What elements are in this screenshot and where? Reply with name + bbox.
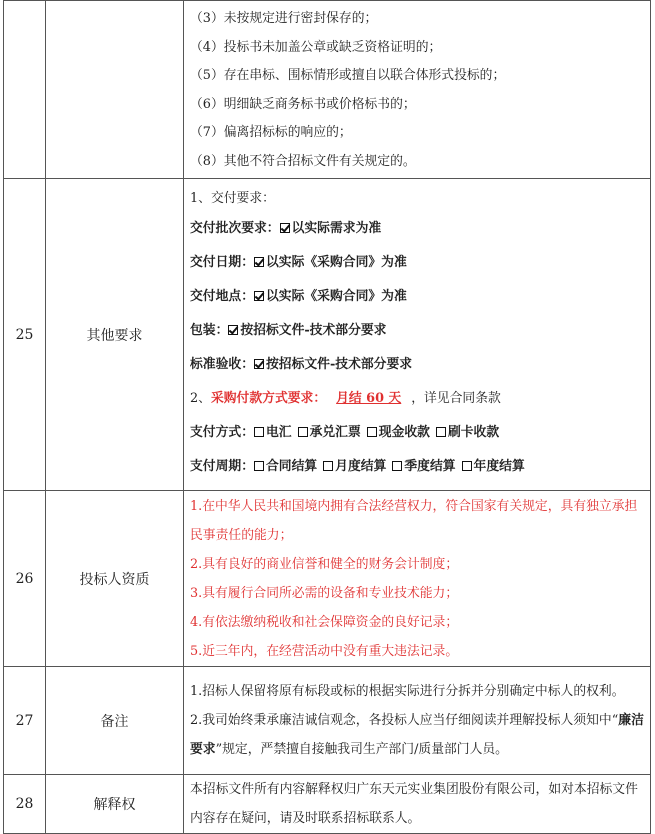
checkbox-checked-icon[interactable]	[254, 291, 264, 301]
table-row	[4, 179, 651, 491]
list-item: 3.具有履行合同所必需的设备和专业技术能力；	[190, 585, 459, 601]
acceptance: 标准验收： 按招标文件-技术部分要求	[190, 356, 413, 372]
tender-requirements-table	[3, 0, 651, 834]
checkbox-checked-icon[interactable]	[228, 325, 238, 335]
checkbox-icon[interactable]	[298, 427, 308, 437]
remark-2: 2.我司始终秉承廉洁诚信观念，各投标人应当仔细阅读并理解投标人须知中“廉洁要求”规定，严禁擅自接触我司生产部门/质量部门人员。	[190, 713, 644, 757]
bidder-qualification	[184, 491, 651, 667]
row-number: 25	[4, 179, 46, 491]
row-item: 其他要求	[46, 179, 184, 491]
checkbox-icon[interactable]	[436, 427, 446, 437]
delivery-place: 交付地点： 以实际《采购合同》为准	[190, 288, 407, 304]
row-item: 解释权	[46, 775, 184, 834]
checkbox-icon[interactable]	[367, 427, 377, 437]
pay-method: 支付方式： 电汇 承兑汇票 现金收款 刷卡收款	[190, 424, 500, 440]
payment-requirement: 2、采购付款方式要求： 月结 60 天 ，详见合同条款	[190, 390, 501, 406]
checkbox-icon[interactable]	[254, 427, 264, 437]
checkbox-checked-icon[interactable]	[254, 257, 264, 267]
payment-term-value: 月结 60 天	[336, 390, 402, 406]
checkbox-checked-icon[interactable]	[254, 359, 264, 369]
list-item: （6）明细缺乏商务标书或价格标书的；	[190, 96, 416, 112]
row-item	[46, 1, 184, 179]
table-row	[4, 667, 651, 775]
checkbox-icon[interactable]	[254, 461, 264, 471]
delivery-title: 1、交付要求：	[190, 190, 275, 206]
list-item: （7）偏离招标标的响应的；	[190, 125, 352, 140]
interpretation-text: 本招标文件所有内容解释权归广东天元实业集团股份有限公司，如对本招标文件内容存在疑问，请及时联系招标联系人。	[190, 782, 638, 826]
checkbox-icon[interactable]	[323, 461, 333, 471]
list-item: （5）存在串标、围标情形或擅自以联合体形式投标的；	[190, 68, 506, 83]
list-item: （8）其他不符合招标文件有关规定的。	[190, 153, 416, 169]
table-row	[4, 1, 651, 179]
disqualification-list	[184, 1, 651, 179]
row-number: 27	[4, 667, 46, 775]
row-item: 投标人资质	[46, 491, 184, 667]
row-number	[4, 1, 46, 179]
checkbox-icon[interactable]	[392, 461, 402, 471]
delivery-date: 交付日期： 以实际《采购合同》为准	[190, 254, 407, 270]
table-row	[4, 775, 651, 834]
interpretation-right	[184, 775, 651, 834]
other-requirements	[184, 179, 651, 491]
list-item: 4.有依法缴纳税收和社会保障资金的良好记录；	[190, 614, 459, 630]
packaging: 包装： 按招标文件-技术部分要求	[190, 322, 387, 338]
pay-cycle: 支付周期： 合同结算 月度结算 季度结算 年度结算	[190, 458, 525, 474]
list-item: 1.在中华人民共和国境内拥有合法经营权力，符合国家有关规定，具有独立承担民事责任的能力；	[190, 498, 638, 543]
table-row	[4, 491, 651, 667]
list-item: （4）投标书未加盖公章或缺乏资格证明的；	[190, 39, 442, 55]
list-item: 5.近三年内，在经营活动中没有重大违法记录。	[190, 643, 459, 659]
row-number: 26	[4, 491, 46, 667]
remark-1: 1.招标人保留将原有标段或标的根据实际进行分拆并分别确定中标人的权利。	[190, 684, 625, 699]
checkbox-icon[interactable]	[462, 461, 472, 471]
delivery-batch: 交付批次要求： 以实际需求为准	[190, 220, 382, 236]
remarks	[184, 667, 651, 775]
checkbox-checked-icon[interactable]	[280, 223, 290, 233]
row-number: 28	[4, 775, 46, 834]
row-item: 备注	[46, 667, 184, 775]
list-item: （3）未按规定进行密封保存的；	[190, 11, 378, 26]
list-item: 2.具有良好的商业信誉和健全的财务会计制度；	[190, 556, 459, 572]
